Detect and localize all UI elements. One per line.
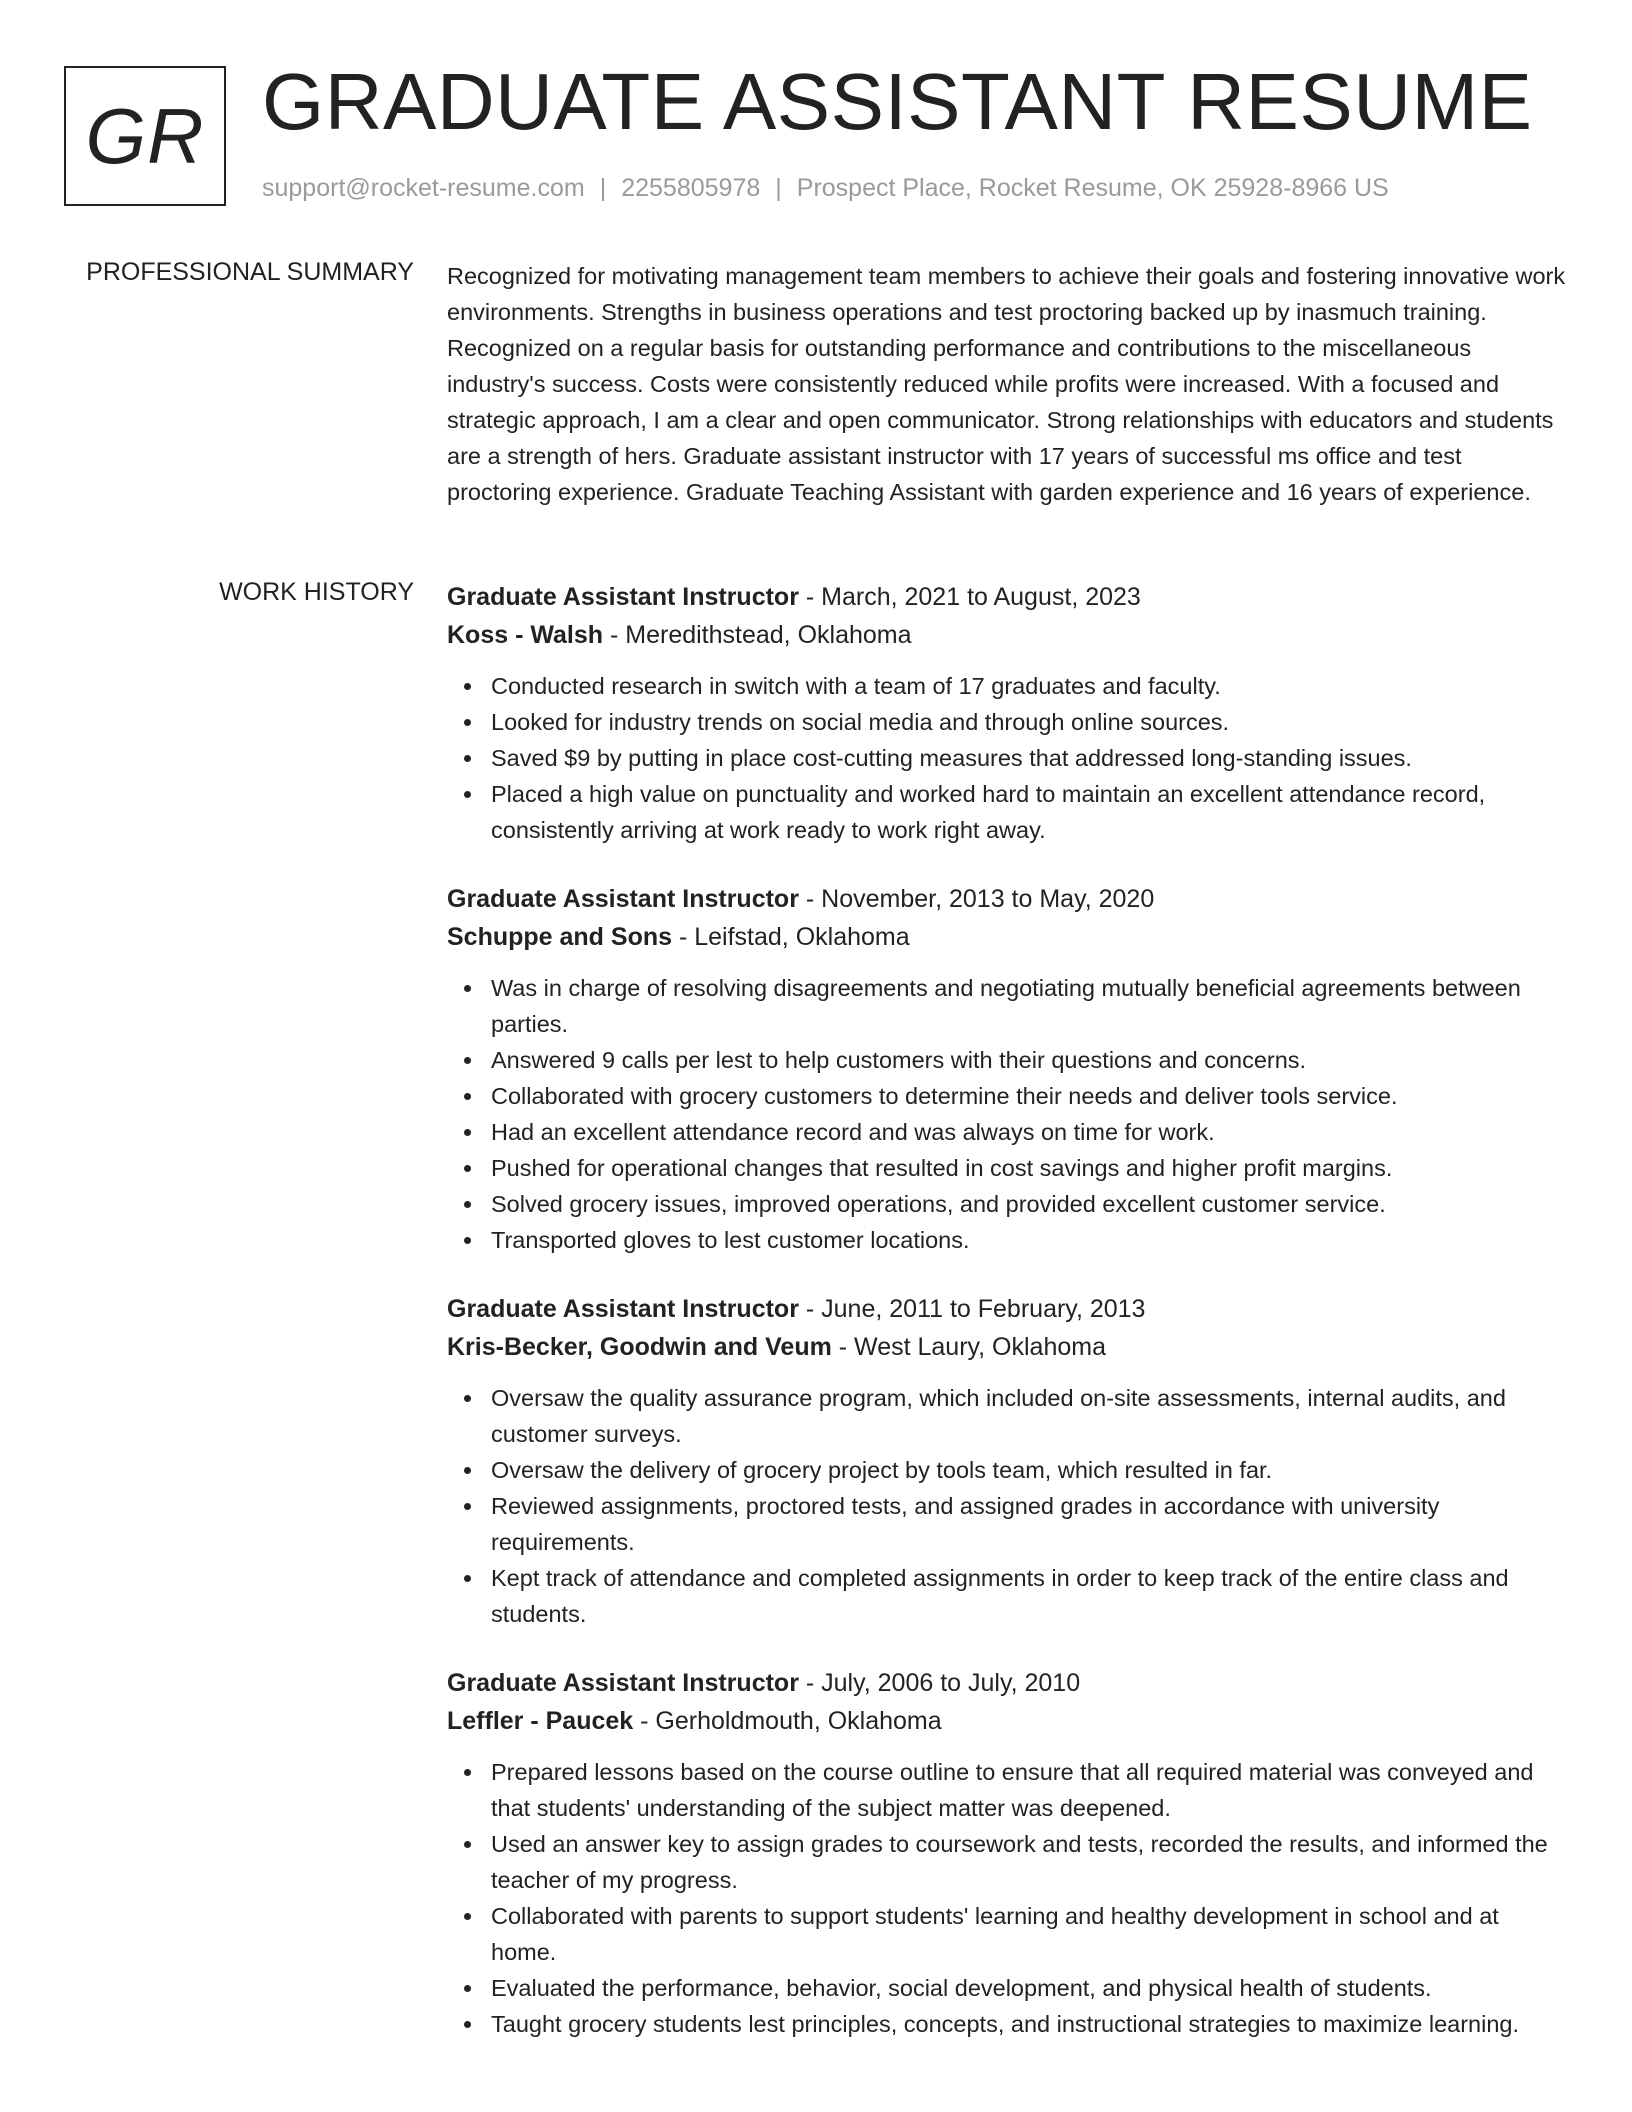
- monogram-initials: GR: [85, 91, 205, 180]
- job-company: Schuppe and Sons: [447, 923, 673, 951]
- job-bullet: Saved $9 by putting in place cost-cutting measures that addressed long-standing issues.: [491, 740, 1567, 776]
- job-bullet-list: [447, 970, 1567, 1258]
- job-entry: [447, 1290, 1567, 1632]
- job-entry: [447, 578, 1567, 848]
- contact-line: [262, 174, 1389, 203]
- job-bullet: Oversaw the quality assurance program, which included on-site assessments, internal audits, and customer surveys.: [491, 1380, 1567, 1452]
- summary-text: Recognized for motivating management team members to achieve their goals and fostering innovative work environments. Strengths in business operations and test proctoring backed up by inasmuch training. Recognized on a regular basis for outstanding performance and contributions to the miscellaneous industry's success. Costs were consistently reduced while profits were increased. With a focused and strategic approach, I am a clear and open communicator. Strong relationships with educators and students are a strength of hers. Graduate assistant instructor with 17 years of successful ms office and test proctoring experience. Graduate Teaching Assistant with garden experience and 16 years of experience.: [447, 263, 1566, 505]
- job-entry: [447, 880, 1567, 1258]
- job-dates: - July, 2006 to July, 2010: [798, 1669, 1081, 1697]
- job-title: Graduate Assistant Instructor: [447, 885, 799, 913]
- job-bullet: Conducted research in switch with a team of 17 graduates and faculty.: [491, 668, 1567, 704]
- job-bullet-list: [447, 1380, 1567, 1632]
- job-dates: - March, 2021 to August, 2023: [798, 583, 1141, 611]
- job-bullet: Solved grocery issues, improved operations, and provided excellent customer service.: [491, 1186, 1567, 1222]
- job-company: Leffler - Paucek: [447, 1707, 634, 1735]
- summary-body: [447, 258, 1567, 510]
- job-title-line: [447, 578, 1567, 616]
- job-title-line: [447, 1290, 1567, 1328]
- job-title-line: [447, 1664, 1567, 1702]
- job-title: Graduate Assistant Instructor: [447, 583, 799, 611]
- job-title-line: [447, 880, 1567, 918]
- job-company-line: [447, 1328, 1567, 1366]
- summary-heading: PROFESSIONAL SUMMARY: [86, 258, 414, 286]
- contact-separator: |: [775, 174, 782, 202]
- job-bullet-list: [447, 1754, 1567, 2042]
- job-bullet: Reviewed assignments, proctored tests, and assigned grades in accordance with university requirements.: [491, 1488, 1567, 1560]
- job-bullet: Placed a high value on punctuality and worked hard to maintain an excellent attendance record, consistently arriving at work ready to work right away.: [491, 776, 1567, 848]
- job-bullet: Answered 9 calls per lest to help customers with their questions and concerns.: [491, 1042, 1567, 1078]
- monogram-box: [64, 66, 226, 206]
- job-location: - Gerholdmouth, Oklahoma: [633, 1707, 942, 1735]
- job-bullet: Collaborated with grocery customers to determine their needs and deliver tools service.: [491, 1078, 1567, 1114]
- job-company-line: [447, 918, 1567, 956]
- job-bullet-list: [447, 668, 1567, 848]
- job-location: - Meredithstead, Oklahoma: [603, 621, 912, 649]
- job-bullet: Kept track of attendance and completed assignments in order to keep track of the entire class and students.: [491, 1560, 1567, 1632]
- job-title: Graduate Assistant Instructor: [447, 1669, 799, 1697]
- job-bullet: Prepared lessons based on the course outline to ensure that all required material was conveyed and that students' understanding of the subject matter was deepened.: [491, 1754, 1567, 1826]
- job-dates: - November, 2013 to May, 2020: [798, 885, 1155, 913]
- work-history-heading: WORK HISTORY: [219, 578, 414, 606]
- resume-title: GRADUATE ASSISTANT RESUME: [262, 57, 1533, 146]
- contact-phone: 2255805978: [621, 174, 761, 202]
- contact-email: support@rocket-resume.com: [262, 174, 585, 202]
- job-bullet: Evaluated the performance, behavior, social development, and physical health of students.: [491, 1970, 1567, 2006]
- contact-address: Prospect Place, Rocket Resume, OK 25928-8966 US: [796, 174, 1389, 202]
- job-entry: [447, 1664, 1567, 2042]
- job-location: - Leifstad, Oklahoma: [672, 923, 910, 951]
- job-company-line: [447, 1702, 1567, 1740]
- job-dates: - June, 2011 to February, 2013: [798, 1295, 1146, 1323]
- job-bullet: Collaborated with parents to support students' learning and healthy development in school and at home.: [491, 1898, 1567, 1970]
- job-location: - West Laury, Oklahoma: [831, 1333, 1106, 1361]
- job-company-line: [447, 616, 1567, 654]
- job-company: Koss - Walsh: [447, 621, 604, 649]
- job-bullet: Used an answer key to assign grades to coursework and tests, recorded the results, and informed the teacher of my progress.: [491, 1826, 1567, 1898]
- job-bullet: Looked for industry trends on social media and through online sources.: [491, 704, 1567, 740]
- job-bullet: Pushed for operational changes that resulted in cost savings and higher profit margins.: [491, 1150, 1567, 1186]
- job-bullet: Oversaw the delivery of grocery project by tools team, which resulted in far.: [491, 1452, 1567, 1488]
- job-bullet: Had an excellent attendance record and was always on time for work.: [491, 1114, 1567, 1150]
- job-bullet: Transported gloves to lest customer locations.: [491, 1222, 1567, 1258]
- job-bullet: Was in charge of resolving disagreements and negotiating mutually beneficial agreements between parties.: [491, 970, 1567, 1042]
- job-bullet: Taught grocery students lest principles, concepts, and instructional strategies to maximize learning.: [491, 2006, 1567, 2042]
- job-company: Kris-Becker, Goodwin and Veum: [447, 1333, 832, 1361]
- contact-separator: |: [599, 174, 607, 202]
- job-title: Graduate Assistant Instructor: [447, 1295, 799, 1323]
- work-history-body: [447, 578, 1567, 2074]
